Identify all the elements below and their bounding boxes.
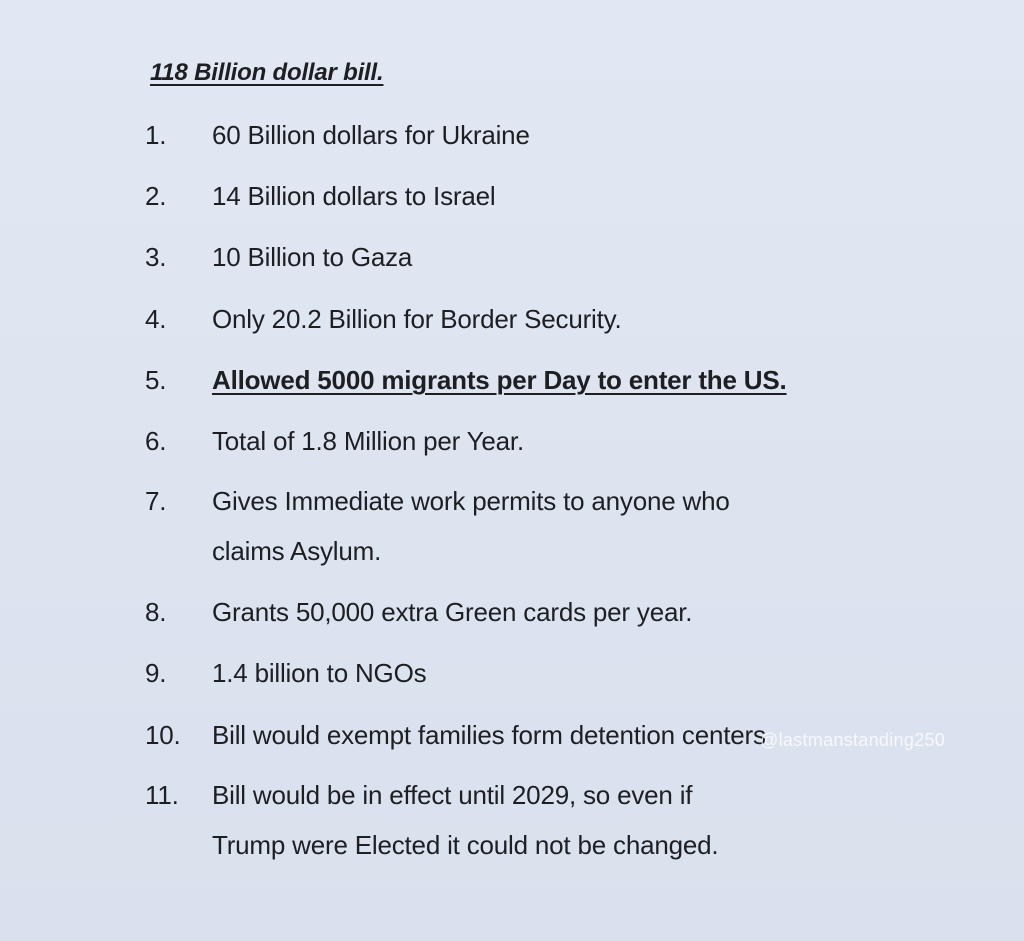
watermark: @lastmanstanding250 [760,730,946,750]
document-title: 118 Billion dollar bill. [150,59,384,86]
list-item [145,476,925,576]
list-item-text: 60 Billion dollars for Ukraine [212,120,530,150]
list-item [145,416,925,466]
list-item-number: 11. [145,780,179,810]
list-item-text: Total of 1.8 Million per Year. [212,426,524,456]
list-item-number: 2. [145,181,167,211]
list-item [145,587,925,637]
list-item-text: Gives Immediate work permits to anyone who claims Asylum. [212,486,730,566]
list-item [145,171,925,221]
list-item-number: 1. [145,120,167,150]
list-item-text: 14 Billion dollars to Israel [212,181,496,211]
list-item-text: 10 Billion to Gaza [212,242,413,272]
list-item-number: 8. [145,597,167,627]
list-item-text: Grants 50,000 extra Green cards per year. [212,597,693,627]
list-item-number: 6. [145,426,167,456]
list-item-number: 5. [145,365,167,395]
list-item-number: 9. [145,658,167,688]
list-item-number: 3. [145,242,167,272]
list-item [145,294,925,344]
list-item-text: 1.4 billion to NGOs [212,658,427,688]
list-item-text: Bill would exempt families form detention centers [212,720,766,750]
list-item [145,232,925,282]
list-item-text: Allowed 5000 migrants per Day to enter the US. [212,365,787,395]
list-item-text: Bill would be in effect until 2029, so even if Trump were Elected it could not be changed. [212,780,719,860]
list-item [145,110,925,160]
list-item-number: 7. [145,486,167,516]
list-item-text: Only 20.2 Billion for Border Security. [212,304,622,334]
list-item [145,770,925,870]
list-item [145,648,925,698]
list-item-number: 10. [145,720,181,750]
list-item-number: 4. [145,304,167,334]
list-item [145,355,925,405]
